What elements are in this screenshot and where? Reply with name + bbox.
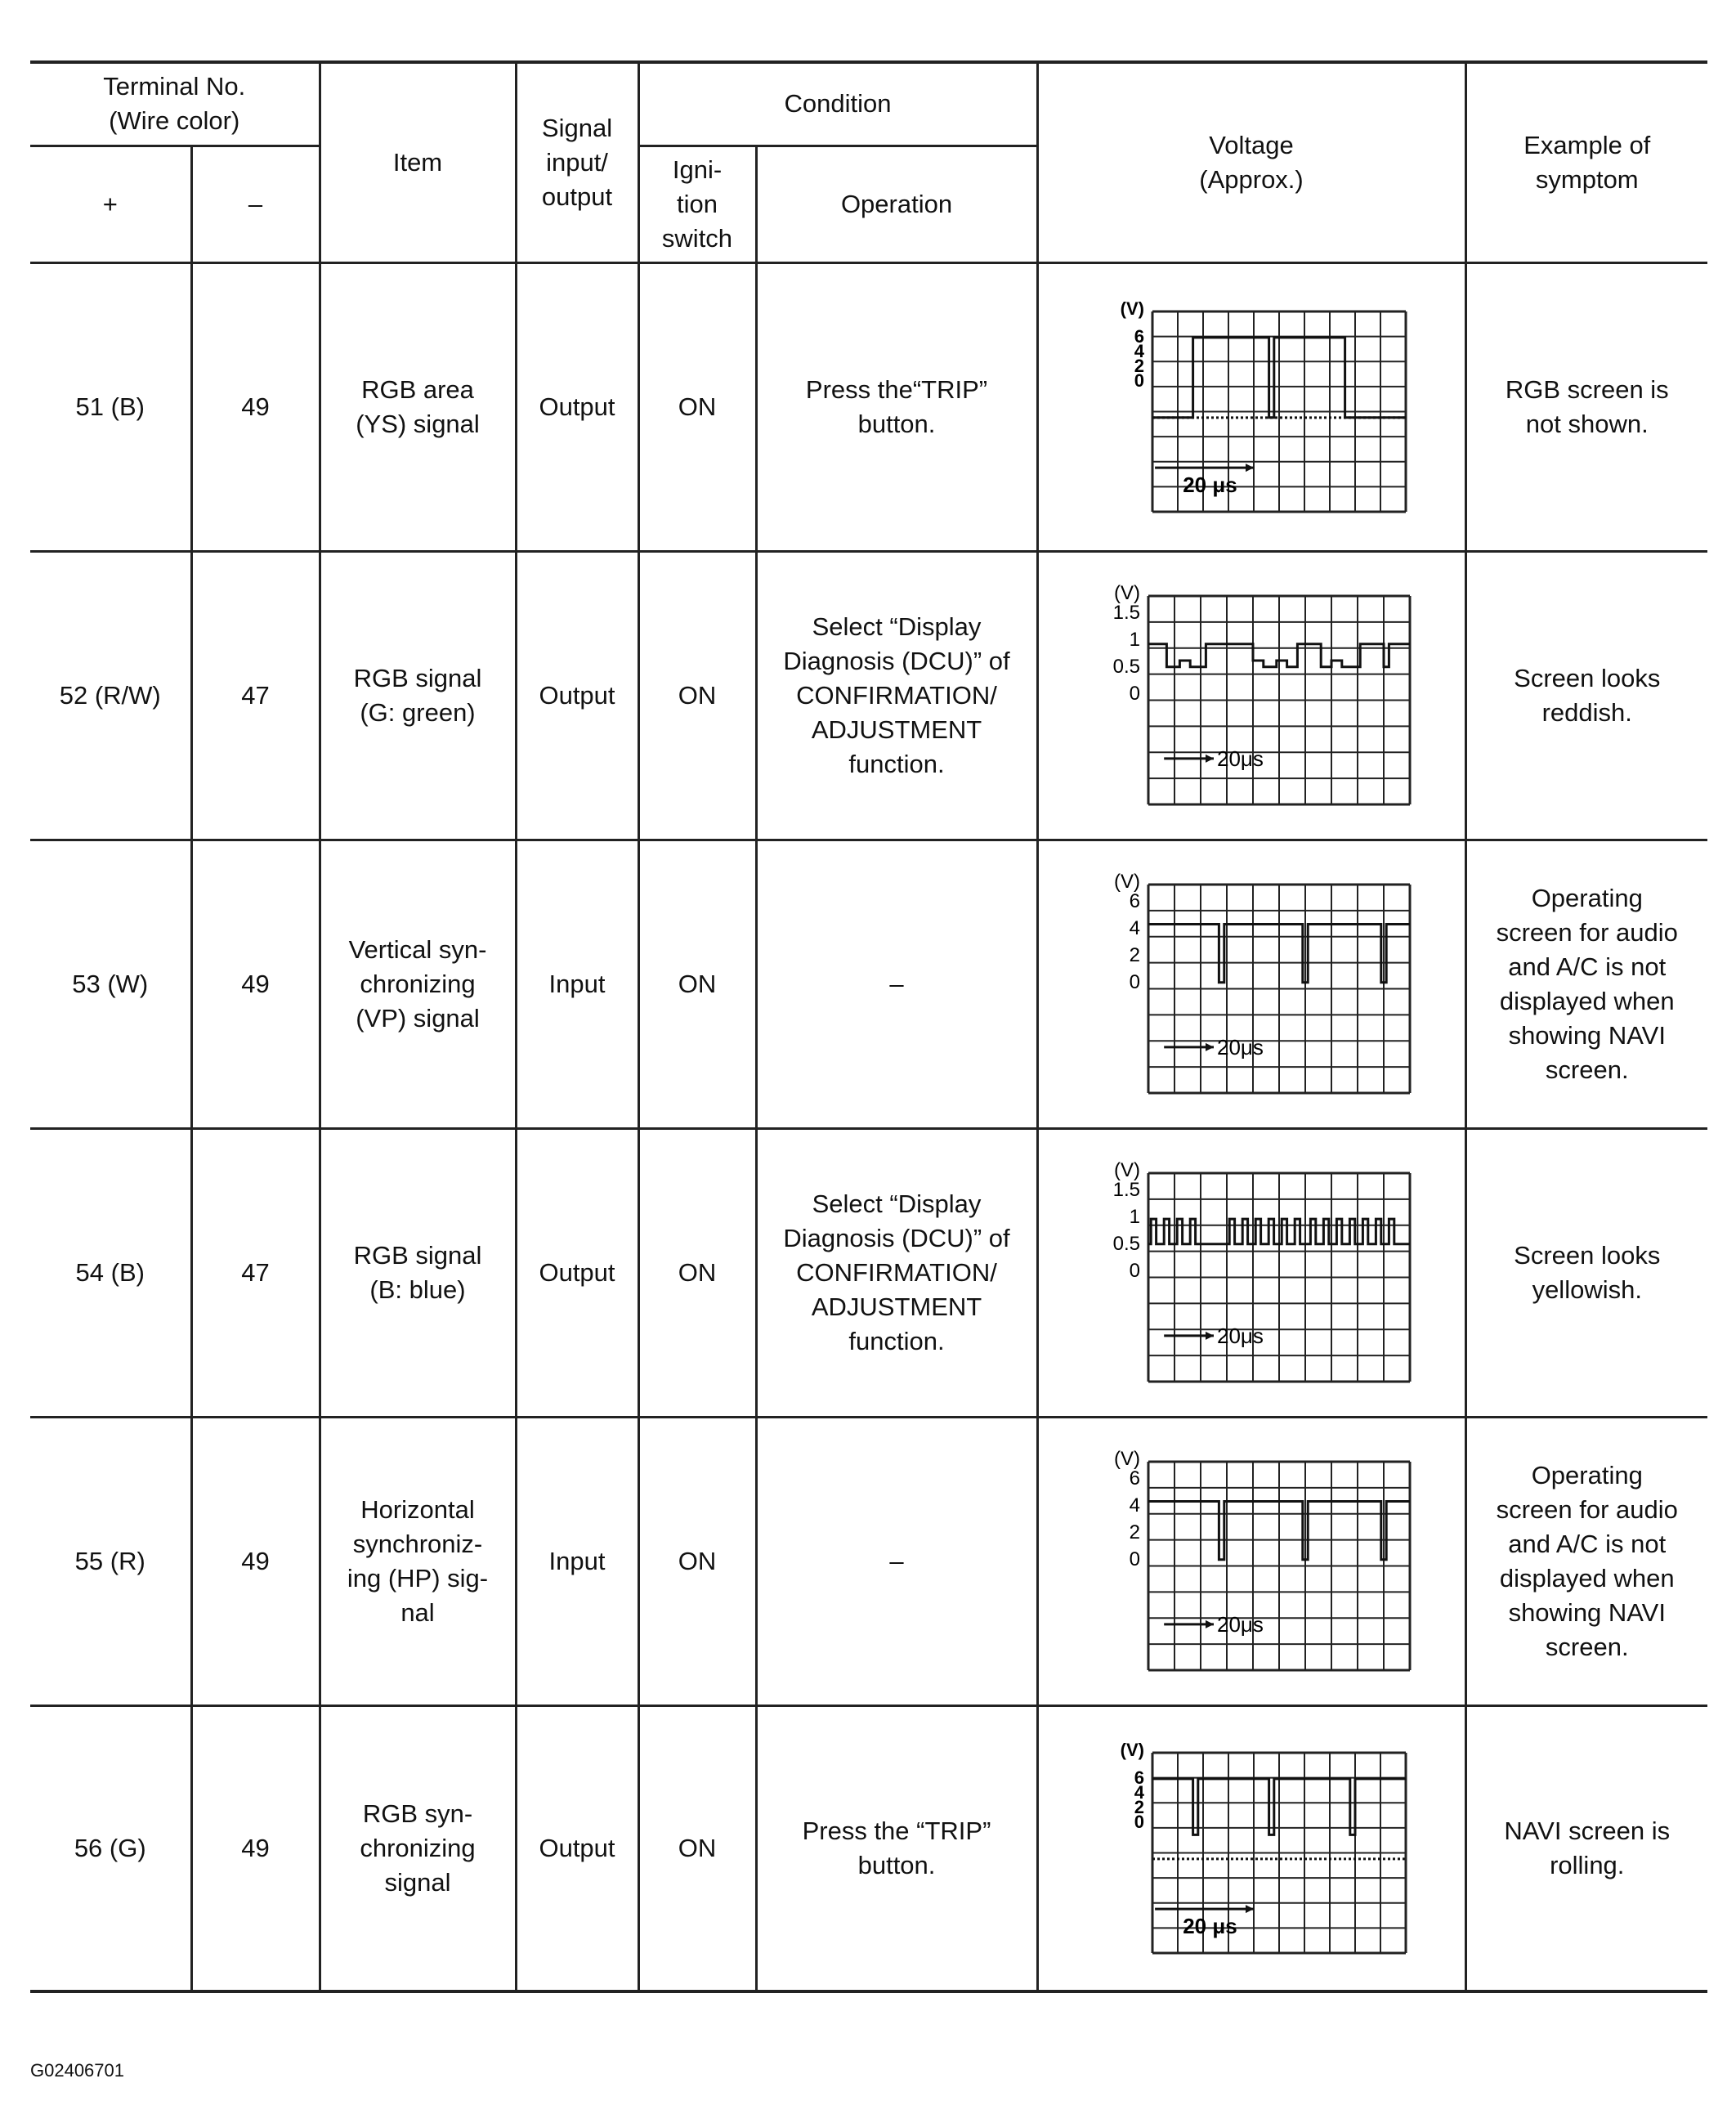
ignition-text: ON	[678, 969, 717, 998]
header-terminal	[30, 62, 320, 146]
cell-symptom	[1465, 1128, 1707, 1417]
table-row	[30, 840, 1707, 1128]
symptom-text: RGB screen is not shown.	[1505, 374, 1669, 438]
cell-symptom	[1465, 262, 1707, 551]
y-axis-unit: (V)	[1114, 1448, 1141, 1470]
cell-symptom	[1465, 1417, 1707, 1705]
signal-text: Input	[548, 969, 606, 998]
header-item	[320, 62, 516, 262]
y-tick-label: 2	[1129, 1521, 1141, 1543]
item-text: RGB syn- chronizing signal	[360, 1799, 476, 1897]
cell-minus	[191, 551, 320, 840]
arrow-icon	[1206, 1620, 1214, 1628]
ignition-text: ON	[678, 1546, 717, 1575]
cell-signal	[516, 262, 638, 551]
signal-text: Output	[539, 1257, 615, 1287]
y-axis-unit: (V)	[1120, 298, 1145, 319]
cell-ignition	[638, 840, 756, 1128]
cell-minus	[191, 1128, 320, 1417]
ignition-text: ON	[678, 392, 717, 421]
cell-minus	[191, 840, 320, 1128]
signal-text: Output	[539, 680, 615, 710]
item-text: RGB area (YS) signal	[356, 374, 480, 438]
operation-text: Select “Display Diagnosis (DCU)” of CONFIRMATION/ ADJUSTMENT function.	[783, 1189, 1010, 1355]
header-voltage	[1037, 62, 1465, 262]
y-tick-label: 0	[1134, 370, 1145, 391]
header-symptom	[1465, 62, 1707, 262]
table-row	[30, 1705, 1707, 1991]
item-text: RGB signal (G: green)	[353, 663, 482, 727]
operation-text: –	[889, 1546, 904, 1575]
oscilloscope-chart	[1094, 1738, 1409, 1958]
y-tick-label: 1	[1129, 629, 1141, 651]
cell-plus	[30, 1417, 191, 1705]
cell-ignition	[638, 1705, 756, 1991]
cell-item	[320, 1417, 516, 1705]
operation-text: –	[889, 969, 904, 998]
oscilloscope-chart	[1089, 581, 1413, 809]
cell-operation	[756, 1417, 1037, 1705]
item-text: Horizontal synchroniz- ing (HP) sig- nal	[347, 1494, 489, 1627]
cell-item	[320, 1128, 516, 1417]
terminal-spec-sheet	[30, 60, 1707, 1993]
cell-signal	[516, 551, 638, 840]
y-tick-label: 4	[1134, 341, 1145, 361]
cell-signal	[516, 1705, 638, 1991]
cell-plus	[30, 551, 191, 840]
y-tick-label: 6	[1129, 1467, 1141, 1490]
plus-text: 53 (W)	[72, 969, 149, 998]
symptom-text: Operating screen for audio and A/C is not displayed when showing NAVI screen.	[1496, 883, 1678, 1084]
time-division-label: 20μs	[1217, 1034, 1264, 1059]
header-terminal-text: Terminal No. (Wire color)	[103, 72, 246, 136]
terminal-spec-table	[30, 60, 1707, 1993]
item-text: RGB signal (B: blue)	[353, 1240, 482, 1304]
time-division-label: 20μs	[1217, 1611, 1264, 1637]
header-ignition	[638, 146, 756, 262]
cell-signal	[516, 1417, 638, 1705]
header-plus	[30, 146, 191, 262]
y-tick-label: 4	[1129, 917, 1141, 939]
cell-item	[320, 262, 516, 551]
cell-voltage-waveform	[1037, 1128, 1465, 1417]
y-tick-label: 0	[1129, 971, 1141, 993]
y-tick-label: 0.5	[1112, 656, 1141, 678]
plus-text: 52 (R/W)	[59, 680, 161, 710]
y-tick-label: 0.5	[1112, 1233, 1141, 1255]
cell-operation	[756, 551, 1037, 840]
time-division-label: 20 μs	[1183, 473, 1237, 498]
signal-text: Output	[539, 392, 615, 421]
y-tick-label: 1.5	[1112, 1179, 1141, 1201]
cell-voltage-waveform	[1037, 262, 1465, 551]
arrow-icon	[1246, 1905, 1254, 1913]
cell-plus	[30, 840, 191, 1128]
oscilloscope-chart	[1089, 1158, 1413, 1386]
table-row	[30, 1128, 1707, 1417]
header-symptom-text: Example of symptom	[1523, 130, 1651, 194]
header-item-text: Item	[392, 147, 443, 177]
header-condition	[638, 62, 1037, 146]
plus-text: 55 (R)	[74, 1546, 145, 1575]
ignition-text: ON	[678, 680, 717, 710]
signal-text: Output	[539, 1833, 615, 1862]
plus-text: 51 (B)	[75, 392, 145, 421]
arrow-icon	[1206, 1043, 1214, 1051]
cell-minus	[191, 1705, 320, 1991]
cell-symptom	[1465, 1705, 1707, 1991]
cell-ignition	[638, 1417, 756, 1705]
minus-text: 49	[241, 1546, 270, 1575]
y-axis-unit: (V)	[1114, 582, 1141, 604]
cell-minus	[191, 1417, 320, 1705]
header-signal-text: Signal input/ output	[541, 113, 613, 211]
y-tick-label: 4	[1134, 1782, 1145, 1803]
cell-item	[320, 840, 516, 1128]
cell-operation	[756, 262, 1037, 551]
oscilloscope-chart	[1089, 870, 1413, 1098]
symptom-text: Screen looks yellowish.	[1514, 1240, 1661, 1304]
cell-voltage-waveform	[1037, 840, 1465, 1128]
table-row	[30, 262, 1707, 551]
cell-operation	[756, 1705, 1037, 1991]
cell-voltage-waveform	[1037, 551, 1465, 840]
cell-plus	[30, 1705, 191, 1991]
cell-symptom	[1465, 840, 1707, 1128]
y-tick-label: 2	[1134, 356, 1145, 376]
header-ignition-text: Igni- tion switch	[661, 155, 733, 253]
minus-text: 49	[241, 392, 270, 421]
oscilloscope-chart	[1089, 1447, 1413, 1675]
header-operation	[756, 146, 1037, 262]
y-tick-label: 4	[1129, 1494, 1141, 1516]
arrow-icon	[1206, 1332, 1214, 1340]
table-row	[30, 1417, 1707, 1705]
y-tick-label: 2	[1134, 1797, 1145, 1818]
oscilloscope-chart	[1094, 297, 1409, 517]
plus-text: 54 (B)	[75, 1257, 145, 1287]
cell-symptom	[1465, 551, 1707, 840]
y-tick-label: 0	[1134, 1812, 1145, 1833]
cell-item	[320, 1705, 516, 1991]
item-text: Vertical syn- chronizing (VP) signal	[348, 934, 487, 1033]
cell-ignition	[638, 262, 756, 551]
cell-voltage-waveform	[1037, 1705, 1465, 1991]
y-tick-label: 0	[1129, 1260, 1141, 1282]
minus-text: 47	[241, 1257, 270, 1287]
y-axis-unit: (V)	[1114, 1159, 1141, 1181]
minus-text: 49	[241, 969, 270, 998]
operation-text: Select “Display Diagnosis (DCU)” of CONFIRMATION/ ADJUSTMENT function.	[783, 611, 1010, 778]
y-tick-label: 6	[1134, 1767, 1145, 1789]
cell-signal	[516, 1128, 638, 1417]
y-axis-unit: (V)	[1120, 1740, 1145, 1761]
minus-text: 49	[241, 1833, 270, 1862]
minus-text: 47	[241, 680, 270, 710]
symptom-text: Screen looks reddish.	[1514, 663, 1661, 727]
ignition-text: ON	[678, 1257, 717, 1287]
operation-text: Press the“TRIP” button.	[805, 374, 988, 438]
time-division-label: 20μs	[1217, 1323, 1264, 1348]
symptom-text: NAVI screen is rolling.	[1504, 1816, 1671, 1879]
signal-text: Input	[548, 1546, 606, 1575]
operation-text: Press the “TRIP” button.	[802, 1816, 991, 1879]
header-voltage-text: Voltage (Approx.)	[1199, 130, 1304, 194]
y-tick-label: 2	[1129, 944, 1141, 966]
ignition-text: ON	[678, 1833, 717, 1862]
cell-operation	[756, 1128, 1037, 1417]
table-row	[30, 551, 1707, 840]
cell-operation	[756, 840, 1037, 1128]
y-tick-label: 0	[1129, 683, 1141, 705]
arrow-icon	[1206, 755, 1214, 763]
y-tick-label: 1	[1129, 1206, 1141, 1228]
arrow-icon	[1246, 464, 1254, 472]
header-minus-text: –	[248, 189, 263, 218]
header-plus-text: +	[102, 189, 118, 218]
header-operation-text: Operation	[840, 189, 953, 218]
y-tick-label: 6	[1129, 890, 1141, 912]
cell-signal	[516, 840, 638, 1128]
time-division-label: 20 μs	[1183, 1914, 1237, 1939]
symptom-text: Operating screen for audio and A/C is not displayed when showing NAVI screen.	[1496, 1460, 1678, 1661]
plus-text: 56 (G)	[74, 1833, 146, 1862]
header-minus	[191, 146, 320, 262]
y-tick-label: 6	[1134, 326, 1145, 347]
time-division-label: 20μs	[1217, 746, 1264, 771]
cell-plus	[30, 262, 191, 551]
cell-ignition	[638, 551, 756, 840]
cell-item	[320, 551, 516, 840]
y-tick-label: 1.5	[1112, 602, 1141, 624]
cell-minus	[191, 262, 320, 551]
header-condition-text: Condition	[784, 89, 892, 119]
y-axis-unit: (V)	[1114, 871, 1141, 893]
y-tick-label: 0	[1129, 1548, 1141, 1570]
figure-code: G02406701	[30, 2060, 124, 2081]
cell-ignition	[638, 1128, 756, 1417]
header-signal	[516, 62, 638, 262]
cell-plus	[30, 1128, 191, 1417]
cell-voltage-waveform	[1037, 1417, 1465, 1705]
